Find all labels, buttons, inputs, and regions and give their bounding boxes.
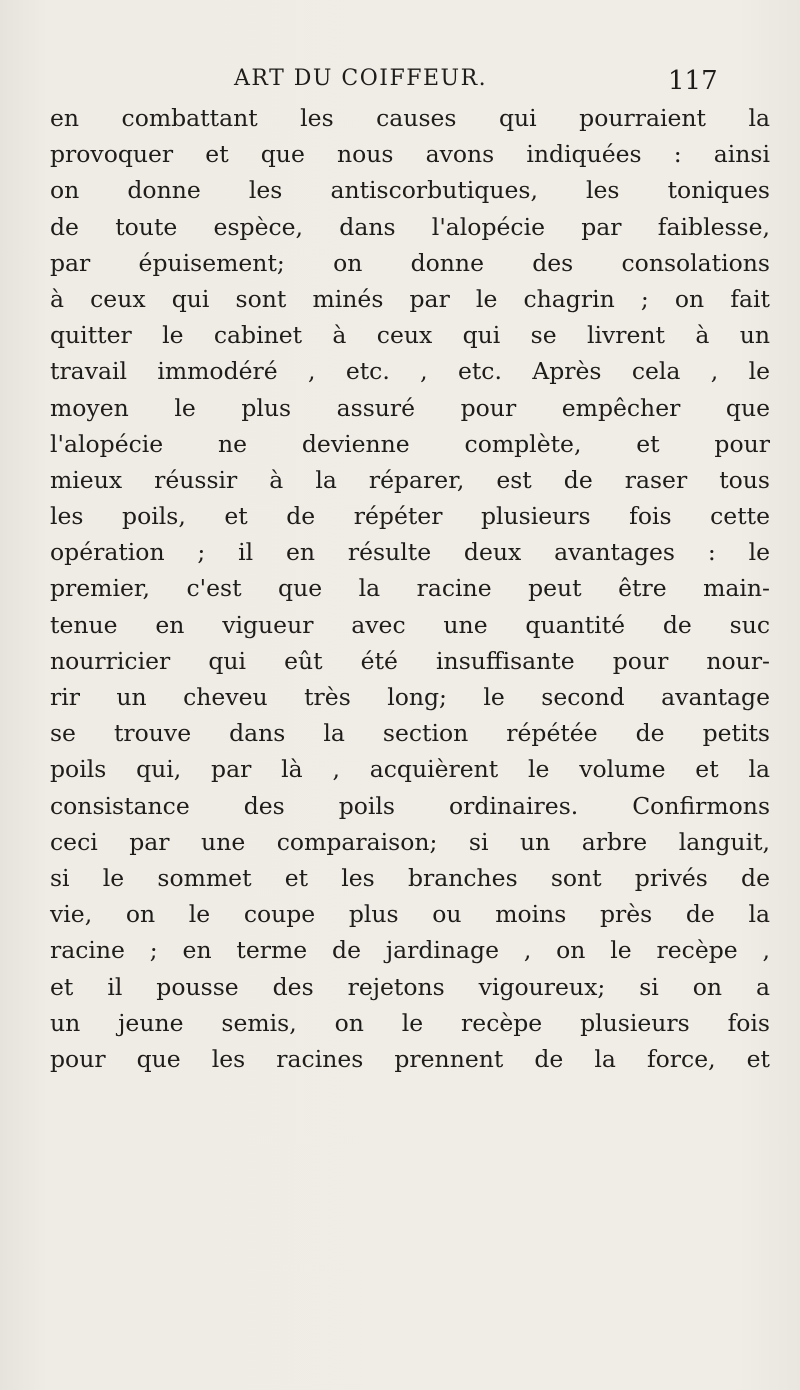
text-line: les poils, et de répéter plusieurs fois cette [50, 502, 770, 531]
text-line: si le sommet et les branches sont privés de [50, 863, 770, 892]
text-line: un jeune semis, on le recèpe plusieurs fois [50, 1008, 770, 1037]
text-line: l'alopécie ne devienne complète, et pour [50, 429, 770, 458]
text-line: provoquer et que nous avons indiquées : ainsi [50, 140, 770, 169]
text-line: se trouve dans la section répétée de petits [50, 719, 770, 748]
text-line: de toute espèce, dans l'alopécie par faiblesse, [50, 212, 770, 241]
text-line: ceci par une comparaison; si un arbre languit, [50, 827, 770, 856]
text-line: nourricier qui eût été insuffisante pour nour- [50, 646, 770, 675]
text-line: premier, c'est que la racine peut être main- [50, 574, 770, 603]
page-number: 117 [668, 66, 718, 96]
text-line: par épuisement; on donne des consolations [50, 248, 770, 277]
text-line: poils qui, par là , acquièrent le volume et la [50, 755, 770, 784]
text-line: rir un cheveu très long; le second avantage [50, 683, 770, 711]
text-line: en combattant les causes qui pourraient la [50, 104, 770, 132]
running-head [0, 66, 800, 96]
text-line: moyen le plus assuré pour empêcher que [50, 393, 770, 422]
text-line: mieux réussir à la réparer, est de raser tous [50, 465, 770, 494]
text-line: opération ; il en résulte deux avantages : le [50, 538, 770, 567]
text-line: pour que les racines prennent de la force, et [50, 1044, 770, 1073]
running-title: ART DU COIFFEUR. [234, 66, 488, 91]
text-line: consistance des poils ordinaires. Confirmons [50, 791, 770, 820]
body-text [50, 100, 770, 1077]
text-line: travail immodéré , etc. , etc. Après cela , le [50, 357, 770, 386]
text-line: et il pousse des rejetons vigoureux; si on a [50, 972, 770, 1001]
text-line: tenue en vigueur avec une quantité de suc [50, 610, 770, 639]
text-line: on donne les antiscorbutiques, les toniques [50, 176, 770, 205]
text-line: quitter le cabinet à ceux qui se livrent à un [50, 321, 770, 350]
text-line: à ceux qui sont minés par le chagrin ; on fait [50, 284, 770, 313]
text-line: racine ; en terme de jardinage , on le recèpe , [50, 936, 770, 965]
text-line: vie, on le coupe plus ou moins près de la [50, 900, 770, 929]
